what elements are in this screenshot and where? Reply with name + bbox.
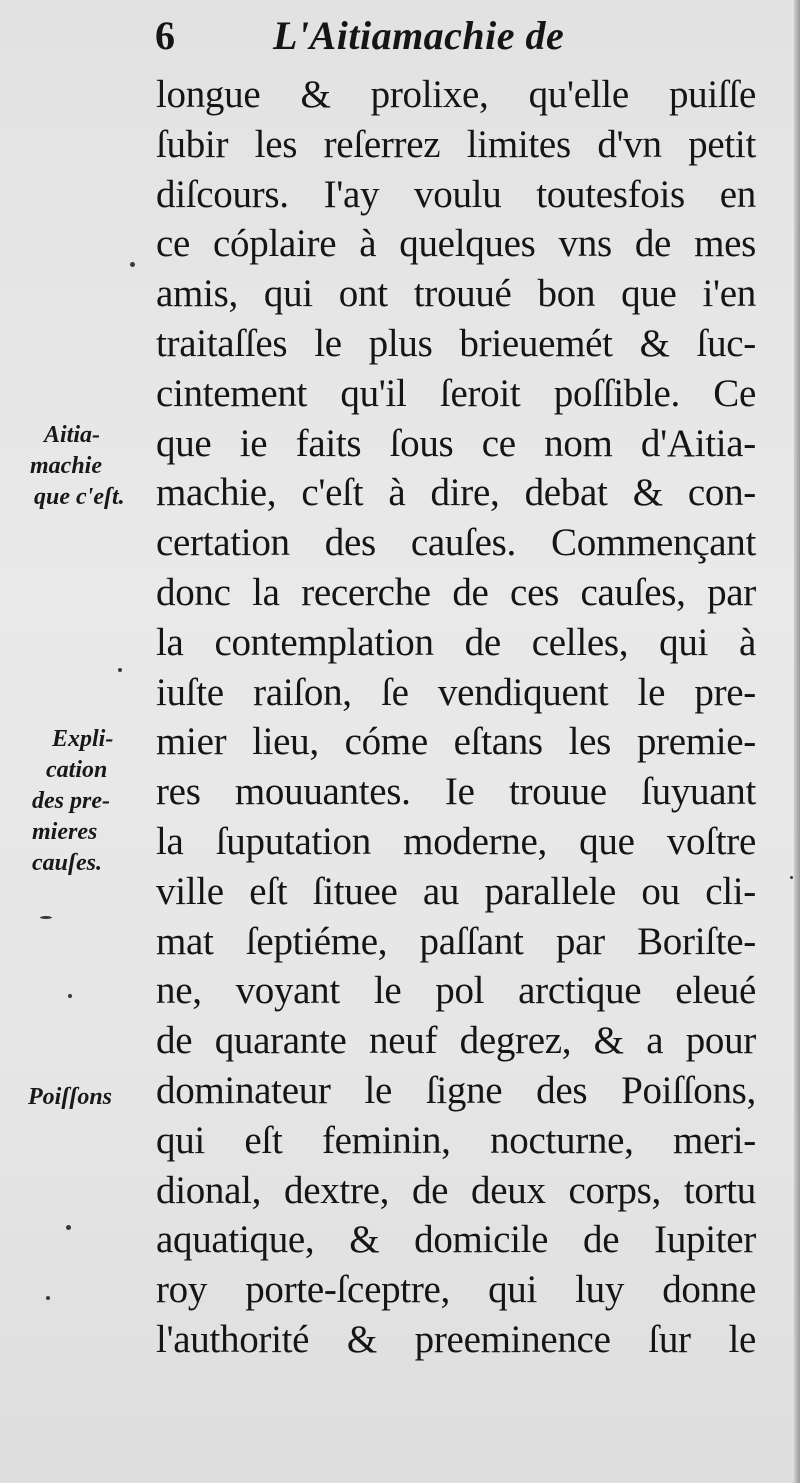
text-line: dominateur le ſigne des Poiſſons, bbox=[156, 1068, 756, 1112]
text-line: certation des cauſes. Commençant bbox=[156, 521, 756, 565]
text-line: diſcours. I'ay voulu toutesfois en bbox=[156, 172, 756, 216]
text-line: ne, voyant le pol arctique eleué bbox=[156, 969, 756, 1013]
ink-speck bbox=[40, 916, 52, 919]
ink-speck bbox=[130, 262, 135, 267]
text-line: traitaſſes le plus brieuemét & ſuc- bbox=[156, 321, 756, 365]
margin-note-line: que c'eſt. bbox=[34, 484, 125, 510]
text-line: ville eſt ſituee au parallele ou cli- bbox=[156, 869, 756, 913]
ink-speck bbox=[118, 668, 122, 672]
text-line: amis, qui ont trouué bon que i'en bbox=[156, 272, 756, 316]
text-line: machie, c'eſt à dire, debat & con- bbox=[156, 471, 756, 515]
text-line: aquatique, & domicile de Iupiter bbox=[156, 1218, 756, 1262]
text-line: donc la recerche de ces cauſes, par bbox=[156, 570, 756, 614]
ink-speck bbox=[790, 876, 793, 879]
text-line: de quarante neuf degrez, & a pour bbox=[156, 1019, 756, 1063]
margin-note-line: mieres bbox=[32, 819, 98, 845]
text-line: dional, dextre, de deux corps, tortu bbox=[156, 1168, 756, 1212]
text-line: l'authorité & preeminence ſur le bbox=[156, 1317, 756, 1361]
ink-speck bbox=[46, 1296, 50, 1300]
margin-note-line: cauſes. bbox=[32, 850, 102, 876]
margin-note-line: des pre- bbox=[32, 788, 110, 814]
ink-speck bbox=[68, 994, 72, 998]
margin-note-line: Aitia- bbox=[44, 422, 101, 448]
text-line: iuſte raiſon, ſe vendiquent le pre- bbox=[156, 670, 756, 714]
text-line: cintement qu'il ſeroit poſſible. Ce bbox=[156, 371, 756, 415]
text-line: qui eſt feminin, nocturne, meri- bbox=[156, 1118, 756, 1162]
margin-note-line: cation bbox=[46, 757, 108, 783]
margin-note-line: machie bbox=[30, 453, 102, 479]
text-line: mat ſeptiéme, paſſant par Boriſte- bbox=[156, 919, 756, 963]
margin-note-line: Expli- bbox=[52, 726, 114, 752]
text-line: ce cóplaire à quelques vns de mes bbox=[156, 222, 756, 266]
margin-note-line: Poiſſons bbox=[28, 1084, 112, 1110]
text-line: la contemplation de celles, qui à bbox=[156, 620, 756, 664]
text-line: que ie faits ſous ce nom d'Aitia- bbox=[156, 421, 756, 465]
text-line: ſubir les reſerrez limites d'vn petit bbox=[156, 122, 756, 166]
text-line: res mouuantes. Ie trouue ſuyuant bbox=[156, 770, 756, 814]
text-line: mier lieu, cóme eſtans les premie- bbox=[156, 720, 756, 764]
text-line: la ſuputation moderne, que voſtre bbox=[156, 819, 756, 863]
running-title: L'Aitiamachie de bbox=[273, 13, 565, 58]
text-line: longue & prolixe, qu'elle puiſſe bbox=[156, 73, 756, 116]
page-number: 6 bbox=[155, 13, 175, 58]
text-line: roy porte-ſceptre, qui luy donne bbox=[156, 1268, 756, 1312]
ink-speck bbox=[66, 1225, 71, 1230]
